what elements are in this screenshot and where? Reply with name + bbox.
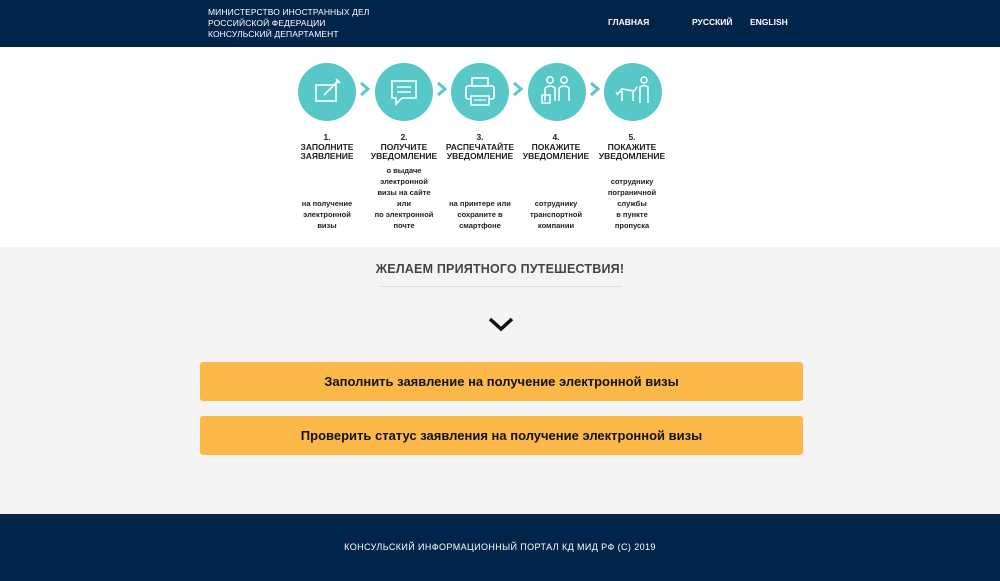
step-title-line: ПОЛУЧИТЕ (380, 141, 428, 152)
step-2-title (364, 133, 444, 162)
step-desc-line: компании (537, 221, 575, 230)
step-2-description (364, 165, 444, 231)
ministry-line: РОССИЙСКОЙ ФЕДЕРАЦИИ (208, 18, 326, 28)
step-title-line: 3. (476, 132, 484, 142)
step-desc-line: сотруднику (610, 177, 654, 186)
step-title-line: УВЕДОМЛЕНИЕ (370, 151, 438, 161)
site-header (0, 0, 1000, 47)
step-title-line: РАСПЕЧАТАЙТЕ (445, 141, 515, 152)
printer-icon (451, 63, 509, 121)
step-1-title (287, 133, 367, 162)
greeting-heading: ЖЕЛАЕМ ПРИЯТНОГО ПУТЕШЕСТВИЯ! (375, 262, 625, 276)
ministry-logo-text[interactable] (208, 7, 369, 40)
ministry-line: КОНСУЛЬСКИЙ ДЕПАРТАМЕНТ (208, 29, 339, 39)
ministry-line: МИНИСТЕРСТВО ИНОСТРАННЫХ ДЕЛ (208, 7, 370, 17)
step-title-line: ЗАПОЛНИТЕ (300, 141, 354, 152)
chevron-right-icon (436, 81, 448, 97)
message-icon (375, 63, 433, 121)
step-3-title (440, 133, 520, 162)
site-footer (0, 514, 1000, 581)
nav-russian-link[interactable]: РУССКИЙ (692, 17, 733, 27)
step-title-line: ЗАЯВЛЕНИЕ (300, 151, 354, 161)
step-desc-line: визы на сайте (377, 188, 431, 197)
step-desc-line: пропуска (614, 221, 650, 230)
step-desc-line: на получение (301, 199, 353, 208)
nav-english-link[interactable]: ENGLISH (750, 17, 788, 27)
step-desc-line: или (397, 199, 411, 208)
step-desc-line: почте (393, 221, 415, 230)
check-status-button[interactable]: Проверить статус заявления на получение электронной визы (200, 416, 803, 455)
step-desc-line: на принтере или (449, 199, 511, 208)
step-desc-line: сотруднику (534, 199, 578, 208)
step-4-description (516, 198, 596, 231)
transport-staff-icon (528, 63, 586, 121)
step-desc-line: визы (317, 221, 337, 230)
step-desc-line: электронной (303, 210, 351, 219)
step-title-line: 1. (323, 132, 331, 142)
step-title-line: УВЕДОМЛЕНИЕ (598, 151, 666, 161)
step-desc-line: в пункте (616, 210, 648, 219)
step-title-line: УВЕДОМЛЕНИЕ (522, 151, 590, 161)
step-1-description (287, 198, 367, 231)
step-desc-line: электронной (380, 177, 428, 186)
border-control-icon (604, 63, 662, 121)
step-desc-line: смартфоне (459, 221, 501, 230)
step-4-title (516, 133, 596, 162)
step-title-line: ПОКАЖИТЕ (607, 141, 657, 152)
step-title-line: 2. (400, 132, 408, 142)
chevron-right-icon (512, 81, 524, 97)
chevron-right-icon (359, 81, 371, 97)
step-desc-line: о выдаче (386, 166, 422, 175)
footer-copyright: КОНСУЛЬСКИЙ ИНФОРМАЦИОННЫЙ ПОРТАЛ КД МИД РФ (С) 2019 (344, 542, 656, 552)
divider (380, 286, 622, 287)
steps-section (0, 47, 1000, 247)
step-desc-line: сохраните в (457, 210, 503, 219)
step-5-title (592, 133, 672, 162)
chevron-down-icon[interactable] (487, 315, 515, 333)
step-desc-line: пограничной (607, 188, 657, 197)
fill-application-button[interactable]: Заполнить заявление на получение электронной визы (200, 362, 803, 401)
step-desc-line: службы (617, 199, 647, 208)
step-title-line: 5. (628, 132, 636, 142)
nav-home-link[interactable]: ГЛАВНАЯ (608, 17, 650, 27)
form-edit-icon (298, 63, 356, 121)
step-desc-line: транспортной (529, 210, 583, 219)
chevron-right-icon (589, 81, 601, 97)
step-title-line: 4. (552, 132, 560, 142)
step-3-description (440, 198, 520, 231)
step-title-line: ПОКАЖИТЕ (531, 141, 581, 152)
step-desc-line: по электронной (374, 210, 434, 219)
step-5-description (592, 176, 672, 231)
step-title-line: УВЕДОМЛЕНИЕ (446, 151, 514, 161)
